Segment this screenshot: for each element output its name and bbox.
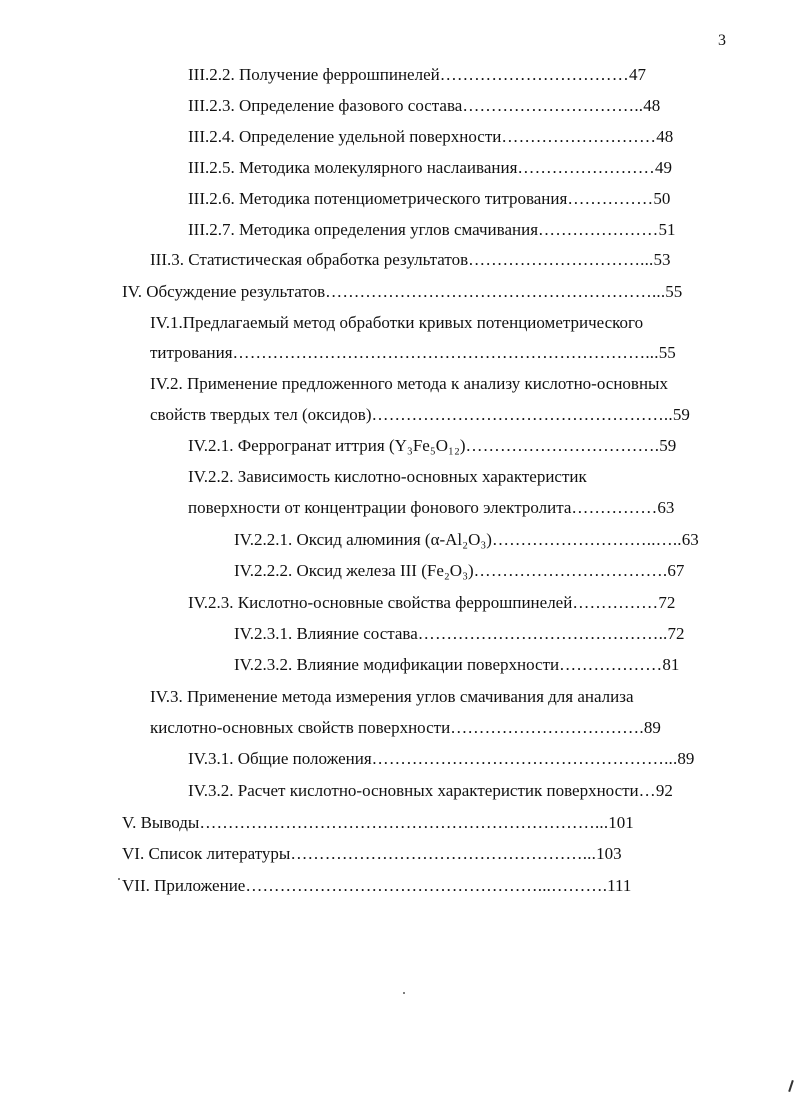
toc-page: 50 bbox=[653, 189, 671, 208]
toc-entry-text: IV.2.1. Феррогранат иттрия (Y₃Fe₅O₁₂) bbox=[188, 436, 466, 455]
toc-leader: ……………………………………………... bbox=[371, 749, 678, 768]
toc-leader: ……………… bbox=[559, 655, 663, 674]
toc-page: 47 bbox=[628, 65, 646, 84]
toc-entry-3-3 bbox=[150, 246, 728, 274]
toc-page: 81 bbox=[662, 655, 680, 674]
scan-speck bbox=[403, 992, 405, 994]
toc-entry-text: титрования bbox=[150, 343, 233, 362]
toc-entry-4-1-line1 bbox=[150, 309, 728, 337]
toc-entry-3-2-5 bbox=[188, 154, 728, 182]
toc-entry-text: IV.2.2. Зависимость кислотно-основных характеристик bbox=[188, 467, 587, 486]
toc-leader: ………………… bbox=[538, 220, 659, 239]
toc-page: 59 bbox=[672, 405, 690, 424]
toc-page: 55 bbox=[658, 343, 676, 362]
toc-leader: ……………………………………………...………. bbox=[245, 876, 608, 895]
toc-entry-4-2-line2 bbox=[150, 401, 728, 429]
toc-entry-text: IV. Обсуждение результатов bbox=[122, 282, 326, 301]
toc-entry-3-2-7 bbox=[188, 216, 728, 244]
toc-leader: …………………………………………………... bbox=[325, 282, 666, 301]
page-number: 3 bbox=[718, 32, 726, 49]
toc-entry-4-1-line2 bbox=[150, 339, 728, 367]
toc-entry-text: III.3. Статистическая обработка результатов bbox=[150, 250, 469, 269]
toc-entry-text: IV.1.Предлагаемый метод обработки кривых потенциометрического bbox=[150, 313, 644, 332]
toc-entry-text: IV.2.3.1. Влияние состава bbox=[234, 624, 418, 643]
toc-entry-text: поверхности от концентрации фонового электролита bbox=[188, 498, 572, 517]
toc-page: 92 bbox=[655, 781, 673, 800]
toc-leader: ……………………………. bbox=[450, 718, 644, 737]
toc-entry-4-3-1 bbox=[188, 745, 728, 773]
toc-page: 111 bbox=[607, 876, 632, 895]
toc-entry-text: IV.3.2. Расчет кислотно-основных характеристик поверхности bbox=[188, 781, 639, 800]
toc-entry-4-2-2-1 bbox=[234, 526, 728, 554]
toc-entry-4-2-line1 bbox=[150, 370, 728, 398]
toc-leader: ……………………………………………... bbox=[290, 844, 597, 863]
toc-leader: ………………………………………………………………... bbox=[232, 343, 659, 362]
toc-page: 63 bbox=[681, 530, 699, 549]
toc-page: 48 bbox=[643, 96, 661, 115]
toc-leader: ………………………….. bbox=[462, 96, 644, 115]
toc-leader: … bbox=[638, 781, 656, 800]
toc-page: 55 bbox=[665, 282, 683, 301]
toc-page: 53 bbox=[653, 250, 671, 269]
toc-page: 89 bbox=[643, 718, 661, 737]
toc-page: 101 bbox=[608, 813, 634, 832]
toc-entry-text: V. Выводы bbox=[122, 813, 200, 832]
toc-page: 103 bbox=[596, 844, 622, 863]
toc-entry-4-2-2-line2 bbox=[188, 494, 728, 522]
toc-leader: …………………………… bbox=[439, 65, 629, 84]
toc-entry-text: IV.2.2.2. Оксид железа III (Fe₂O₃) bbox=[234, 561, 474, 580]
toc-entry-text: III.2.6. Методика потенциометрического титрования bbox=[188, 189, 568, 208]
toc-entry-text: свойств твердых тел (оксидов) bbox=[150, 405, 372, 424]
toc-entry-text: IV.2.3. Кислотно-основные свойства феррошпинелей bbox=[188, 593, 573, 612]
toc-leader: …………………………... bbox=[468, 250, 654, 269]
toc-entry-4 bbox=[122, 278, 728, 306]
toc-entry-4-2-2-line1 bbox=[188, 463, 728, 491]
toc-entry-3-2-4 bbox=[188, 123, 728, 151]
toc-entry-4-2-3 bbox=[188, 589, 728, 617]
toc-leader: ……………………… bbox=[501, 127, 657, 146]
toc-entry-text: VII. Приложение bbox=[122, 876, 246, 895]
toc-page: 89 bbox=[677, 749, 695, 768]
toc-entry-text: IV.3.1. Общие положения bbox=[188, 749, 372, 768]
toc-entry-text: IV.3. Применение метода измерения углов смачивания для анализа bbox=[150, 687, 634, 706]
toc-leader: ……………………………. bbox=[465, 436, 660, 455]
toc-page: 67 bbox=[667, 561, 685, 580]
toc-entry-4-2-3-2 bbox=[234, 651, 728, 679]
toc-entry-4-3-line2 bbox=[150, 714, 728, 742]
toc-entry-7 bbox=[122, 872, 728, 900]
toc-leader: ……………………………………………………………... bbox=[199, 813, 609, 832]
toc-entry-text: IV.2. Применение предложенного метода к анализу кислотно-основных bbox=[150, 374, 668, 393]
toc-leader: …………………………………….. bbox=[417, 624, 668, 643]
toc-entry-text: III.2.2. Получение феррошпинелей bbox=[188, 65, 440, 84]
scan-mark bbox=[788, 1080, 794, 1092]
toc-entry-4-3-line1 bbox=[150, 683, 728, 711]
toc-entry-4-2-3-1 bbox=[234, 620, 728, 648]
toc-entry-6 bbox=[122, 840, 728, 868]
toc-entry-text: IV.2.2.1. Оксид алюминия (α-Al₂O₃) bbox=[234, 530, 492, 549]
toc-page: 49 bbox=[655, 158, 673, 177]
toc-page: 59 bbox=[659, 436, 677, 455]
toc-entry-3-2-2 bbox=[188, 61, 728, 89]
toc-leader: …………………… bbox=[517, 158, 656, 177]
toc-entry-text: III.2.7. Методика определения углов смачивания bbox=[188, 220, 539, 239]
toc-entry-5 bbox=[122, 809, 728, 837]
toc-entry-text: III.2.5. Методика молекулярного наслаивания bbox=[188, 158, 518, 177]
toc-page: 51 bbox=[658, 220, 676, 239]
toc-page: 72 bbox=[667, 624, 685, 643]
toc-page: 63 bbox=[657, 498, 675, 517]
toc-entry-text: IV.2.3.2. Влияние модификации поверхности bbox=[234, 655, 560, 674]
toc-leader: …………………………………………….. bbox=[371, 405, 673, 424]
toc-entry-text: VI. Список литературы bbox=[122, 844, 291, 863]
toc-entry-3-2-6 bbox=[188, 185, 728, 213]
toc-leader: ………………………..….. bbox=[491, 530, 682, 549]
toc-leader: …………… bbox=[572, 593, 659, 612]
toc-page: 48 bbox=[656, 127, 674, 146]
toc-entry-4-2-2-2 bbox=[234, 557, 728, 585]
toc-page: 72 bbox=[658, 593, 676, 612]
toc-leader: …………… bbox=[571, 498, 658, 517]
toc-entry-text: кислотно-основных свойств поверхности bbox=[150, 718, 451, 737]
toc-entry-text: III.2.4. Определение удельной поверхности bbox=[188, 127, 502, 146]
toc-entry-4-2-1 bbox=[188, 432, 728, 460]
toc-leader: …………… bbox=[567, 189, 654, 208]
toc-entry-text: III.2.3. Определение фазового состава bbox=[188, 96, 463, 115]
toc-leader: ……………………………. bbox=[473, 561, 668, 580]
scan-speck bbox=[118, 878, 120, 880]
toc-entry-3-2-3 bbox=[188, 92, 728, 120]
toc-entry-4-3-2 bbox=[188, 777, 728, 805]
